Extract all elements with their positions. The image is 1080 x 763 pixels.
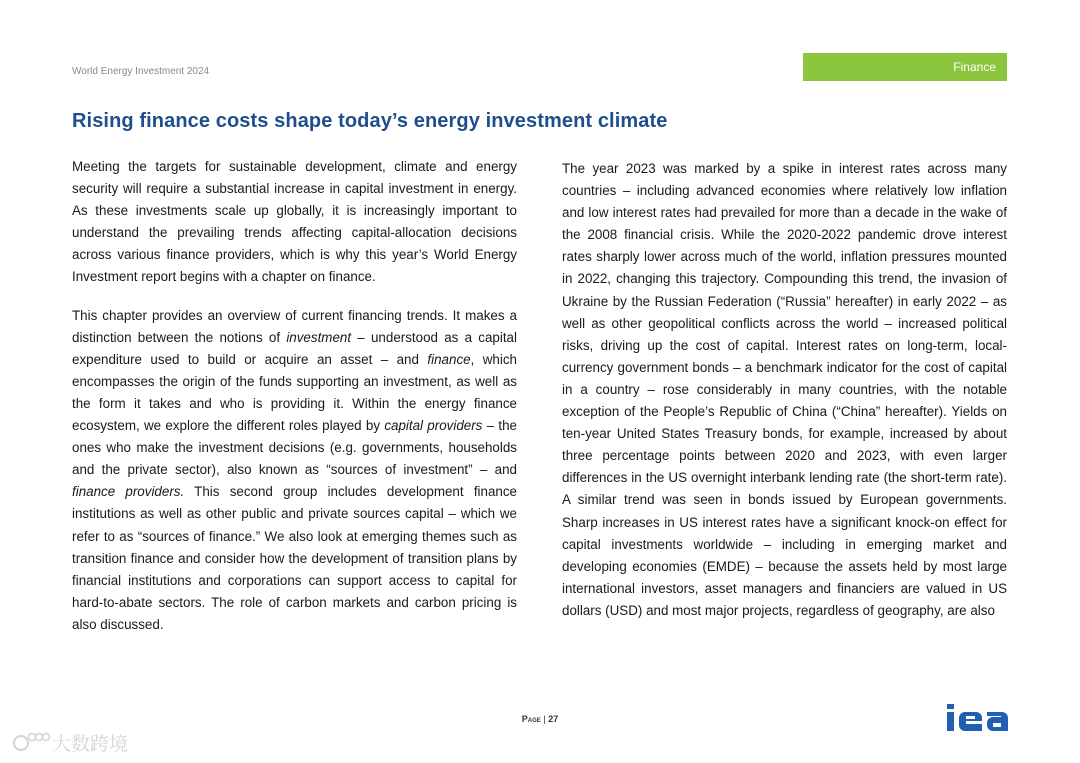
term-investment: investment xyxy=(286,329,352,345)
text-run: – the ones who make the investment decisions (e.g. governments, households and the private sector), also known as “sources of investment” – and xyxy=(72,418,517,478)
text-run: – understood as a capital expenditure used to build or acquire an asset – and xyxy=(72,329,517,367)
page-number-value: 27 xyxy=(548,714,559,724)
section-tab-label: Finance xyxy=(953,60,996,74)
watermark-text: 大数跨境 xyxy=(52,733,129,755)
text-run: This chapter provides an overview of current financing trends. It makes a distinction between the notions of xyxy=(72,307,517,345)
right-paragraph-1: The year 2023 was marked by a spike in interest rates across many countries – including advanced economies where relatively low inflation and low interest rates had prevailed for more than a decade in the wake of the 2008 financial crisis. While the 2020-2022 pandemic drove interest rates sharply lower across much of the world, inflation pressures mounted in 2022, changing this trajectory. Compounding this trend, the invasion of Ukraine by the Russian Federation (“Russia” hereafter) in early 2022 – as well as other geopolitical conflicts across the world – increased political risks, driving up the cost of capital. Interest rates on long-term, local-currency government bonds – a benchmark indicator for the cost of capital in a country – rose considerably in many countries, with the notable exception of the People’s Republic of China (“China” hereafter). Yields on ten-year United States Treasury bonds, for example, increased by about three percentage points between 2020 and 2023, with even larger differences in the US overnight interbank lending rate (the short-term rate). A similar trend was seen in bonds issued by European governments. Sharp increases in US interest rates have a significant knock-on effect for capital investments worldwide – including in emerging market and developing economies (EMDE) – because the assets held by most large international investors, asset managers and financiers are valued in US dollars (USD) and most major projects, regardless of geography, are also xyxy=(562,161,1007,618)
page-label: Page xyxy=(521,714,541,724)
page-number xyxy=(0,714,1080,724)
left-paragraph-1: Meeting the targets for sustainable development, climate and energy security will require a substantial increase in capital investment in energy. As these investments scale up globally, it is increasingly important to understand the prevailing trends affecting capital-allocation decisions across various finance providers, which is why this year’s World Energy Investment report begins with a chapter on finance. xyxy=(72,159,517,285)
text-run: , which encompasses the origin of the funds supporting an investment, as well as the form it takes and who is providing it. Within the energy finance ecosystem, we explore the different roles played by xyxy=(72,351,517,434)
right-column xyxy=(562,158,1007,622)
report-name: World Energy Investment 2024 xyxy=(72,66,210,77)
term-capital-providers: capital providers xyxy=(384,418,483,434)
page-separator: | xyxy=(543,714,546,724)
left-column xyxy=(72,156,517,636)
section-tab-finance xyxy=(803,53,1007,81)
term-finance-providers: finance providers. xyxy=(72,484,185,500)
watermark-logo xyxy=(10,728,145,756)
page-title: Rising finance costs shape today’s energy investment climate xyxy=(72,110,668,132)
term-finance: finance xyxy=(427,351,471,367)
iea-logo xyxy=(946,704,1008,732)
left-paragraph-2 xyxy=(72,305,517,636)
text-run: This second group includes development finance institutions as well as other public and private sources capital – which we refer to as “sources of finance.” We also look at emerging themes such as transition finance and consider how the development of transition plans by financial institutions and corporations can support access to capital for hard-to-abate sectors. The role of carbon markets and carbon pricing is also discussed. xyxy=(72,484,517,632)
